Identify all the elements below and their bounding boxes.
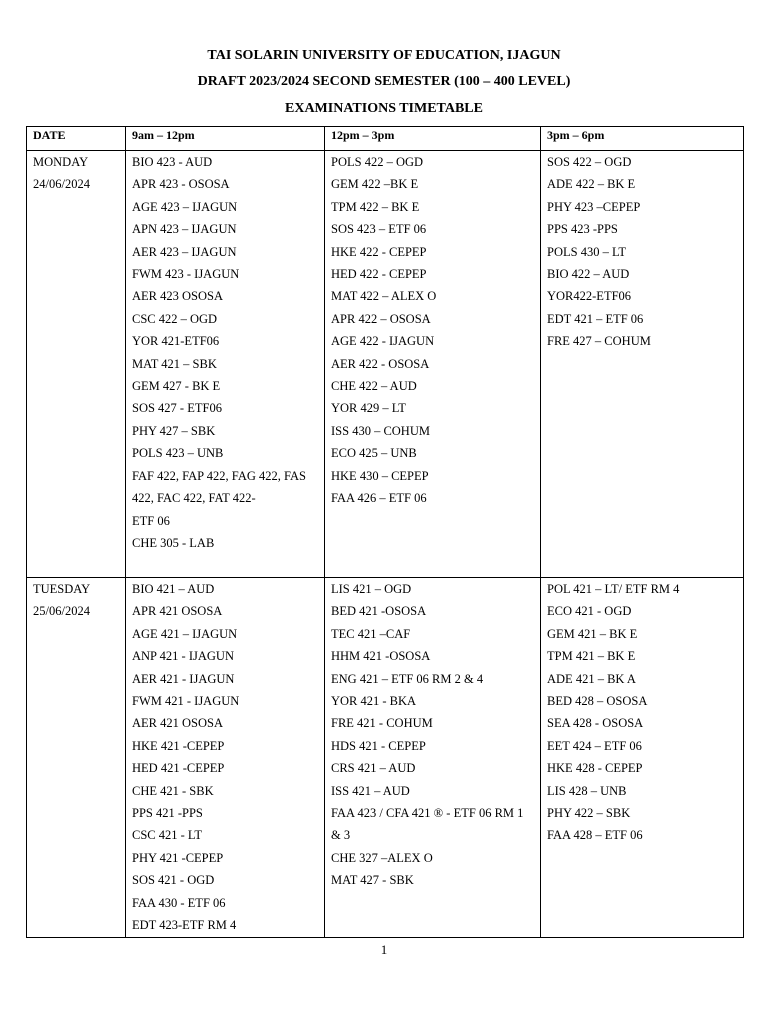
exam-entry: APN 423 – IJAGUN [132, 222, 237, 237]
exam-entry: EDT 421 – ETF 06 [547, 311, 644, 326]
exam-entry: FWM 421 - IJAGUN [132, 694, 240, 709]
exam-entry: CHE 327 –ALEX O [331, 850, 433, 865]
exam-entry: PHY 421 -CEPEP [132, 850, 224, 865]
exam-entry: CHE 422 – AUD [331, 379, 417, 394]
exam-entry: PHY 427 – SBK [132, 423, 216, 438]
exam-entry: FAF 422, FAP 422, FAG 422, FAS [132, 468, 306, 483]
page-number: 1 [380, 942, 388, 957]
exam-entry: BED 421 -OSOSA [331, 604, 427, 619]
exam-entry: GEM 421 – BK E [547, 626, 638, 641]
date-cell [27, 578, 126, 938]
exam-entry: ECO 421 - OGD [547, 604, 632, 619]
exam-entry: POLS 422 – OGD [331, 155, 424, 169]
exam-date: 24/06/2024 [33, 177, 90, 192]
exam-entry: APR 422 – OSOSA [331, 311, 431, 326]
exam-entry: MAT 422 – ALEX O [331, 289, 437, 304]
exam-date: 25/06/2024 [33, 604, 90, 619]
exam-slot-cell [325, 151, 541, 578]
exam-entry: YOR 421 - BKA [331, 694, 417, 709]
exam-entry: GEM 422 –BK E [331, 177, 419, 192]
timetable-row [27, 151, 744, 578]
exam-entry: YOR 421-ETF06 [132, 334, 220, 349]
exam-entry: ADE 422 – BK E [547, 177, 636, 192]
exam-entry: AER 421 - IJAGUN [132, 671, 235, 686]
exam-entry: POLS 430 – LT [547, 244, 627, 259]
exam-entry: & 3 [331, 828, 351, 843]
exam-entry: ENG 421 – ETF 06 RM 2 & 4 [331, 671, 484, 686]
timetable-title: EXAMINATIONS TIMETABLE [285, 101, 483, 116]
exam-entry: TPM 421 – BK E [547, 649, 636, 664]
exam-entry: AER 421 OSOSA [132, 716, 223, 731]
exam-entry: ETF 06 [132, 513, 170, 528]
exam-entry: ADE 421 – BK A [547, 671, 636, 686]
exam-entry: HDS 421 - CEPEP [331, 738, 426, 753]
exam-entry: HKE 430 – CEPEP [331, 468, 429, 483]
timetable-body [27, 151, 744, 938]
exam-entry: CHE 305 - LAB [132, 535, 215, 550]
exam-entry: YOR422-ETF06 [547, 289, 632, 304]
exam-entry: BIO 423 - AUD [132, 155, 213, 169]
exam-entry: LIS 421 – OGD [331, 582, 412, 596]
day-name: TUESDAY [33, 582, 91, 596]
exam-entry: ECO 425 – UNB [331, 446, 417, 461]
exam-entry: FAA 430 - ETF 06 [132, 895, 226, 910]
exam-entry: AGE 421 – IJAGUN [132, 626, 238, 641]
exam-entry: HKE 428 - CEPEP [547, 761, 643, 776]
exam-entry: EDT 423-ETF RM 4 [132, 918, 237, 933]
exam-entry: EET 424 – ETF 06 [547, 738, 642, 753]
exam-entry: CHE 421 - SBK [132, 783, 214, 798]
exam-entry: YOR 429 – LT [331, 401, 406, 416]
exam-entry: AER 422 - OSOSA [331, 356, 430, 371]
exam-entry: HKE 422 - CEPEP [331, 244, 427, 259]
university-title: TAI SOLARIN UNIVERSITY OF EDUCATION, IJAGUN [207, 48, 561, 63]
exam-entry: HED 421 -CEPEP [132, 761, 225, 776]
exam-entry: ISS 421 – AUD [331, 783, 410, 798]
exam-entry: FAA 423 / CFA 421 ® - ETF 06 RM 1 [331, 806, 524, 821]
date-cell [27, 151, 126, 578]
exam-entry: FRE 421 - COHUM [331, 716, 433, 731]
exam-entry: SOS 423 – ETF 06 [331, 222, 427, 237]
exam-entry: HKE 421 -CEPEP [132, 738, 225, 753]
exam-entry: BED 428 – OSOSA [547, 694, 648, 709]
exam-entry: CSC 421 - LT [132, 828, 203, 843]
exam-entry: AGE 423 – IJAGUN [132, 199, 238, 214]
exam-entry: TPM 422 – BK E [331, 199, 420, 214]
exam-entry: AER 423 OSOSA [132, 289, 223, 304]
exam-entry: AGE 422 - IJAGUN [331, 334, 435, 349]
exam-entry: FWM 423 - IJAGUN [132, 267, 240, 282]
exam-entry: SEA 428 - OSOSA [547, 716, 644, 731]
exam-entry: FAA 428 – ETF 06 [547, 828, 643, 843]
column-header-date: DATE [27, 127, 126, 151]
exam-entry: FAA 426 – ETF 06 [331, 491, 427, 506]
exam-entry: PPS 421 -PPS [132, 806, 203, 821]
exam-entry: SOS 421 - OGD [132, 873, 215, 888]
exam-slot-cell [325, 578, 541, 938]
timetable-row [27, 578, 744, 938]
exam-entry: MAT 421 – SBK [132, 356, 217, 371]
exam-entry: HED 422 - CEPEP [331, 267, 427, 282]
day-name: MONDAY [33, 155, 89, 169]
exam-entry: BIO 422 – AUD [547, 267, 630, 282]
exam-entry: TEC 421 –CAF [331, 626, 411, 641]
exam-entry: ANP 421 - IJAGUN [132, 649, 234, 664]
exam-entry: APR 421 OSOSA [132, 604, 223, 619]
exam-slot-cell [126, 578, 325, 938]
exam-entry: APR 423 - OSOSA [132, 177, 230, 192]
exam-entry: CSC 422 – OGD [132, 311, 218, 326]
exam-entry: 422, FAC 422, FAT 422- [132, 491, 256, 506]
timetable-header-row [27, 127, 744, 151]
exam-entry: POL 421 – LT/ ETF RM 4 [547, 582, 680, 596]
exam-slot-cell [126, 151, 325, 578]
exam-entry: ISS 430 – COHUM [331, 423, 430, 438]
exam-entry: SOS 422 – OGD [547, 155, 632, 169]
column-header-slot-evening: 3pm – 6pm [541, 127, 744, 151]
exam-entry: FRE 427 – COHUM [547, 334, 651, 349]
exam-entry: HHM 421 -OSOSA [331, 649, 431, 664]
exam-entry: BIO 421 – AUD [132, 582, 215, 596]
exam-entry: SOS 427 - ETF06 [132, 401, 222, 416]
exam-slot-cell [541, 151, 744, 578]
exam-timetable [26, 126, 744, 938]
exam-entry: GEM 427 - BK E [132, 379, 221, 394]
draft-semester-title: DRAFT 2023/2024 SECOND SEMESTER (100 – 400 LEVEL) [197, 74, 571, 89]
exam-entry: POLS 423 – UNB [132, 446, 224, 461]
exam-entry: PHY 423 –CEPEP [547, 199, 641, 214]
exam-entry: PHY 422 – SBK [547, 806, 631, 821]
column-header-slot-morning: 9am – 12pm [126, 127, 325, 151]
exam-entry: LIS 428 – UNB [547, 783, 627, 798]
exam-entry: MAT 427 - SBK [331, 873, 414, 888]
column-header-slot-afternoon: 12pm – 3pm [325, 127, 541, 151]
exam-entry: CRS 421 – AUD [331, 761, 416, 776]
exam-entry: AER 423 – IJAGUN [132, 244, 237, 259]
exam-slot-cell [541, 578, 744, 938]
exam-entry: PPS 423 -PPS [547, 222, 618, 237]
